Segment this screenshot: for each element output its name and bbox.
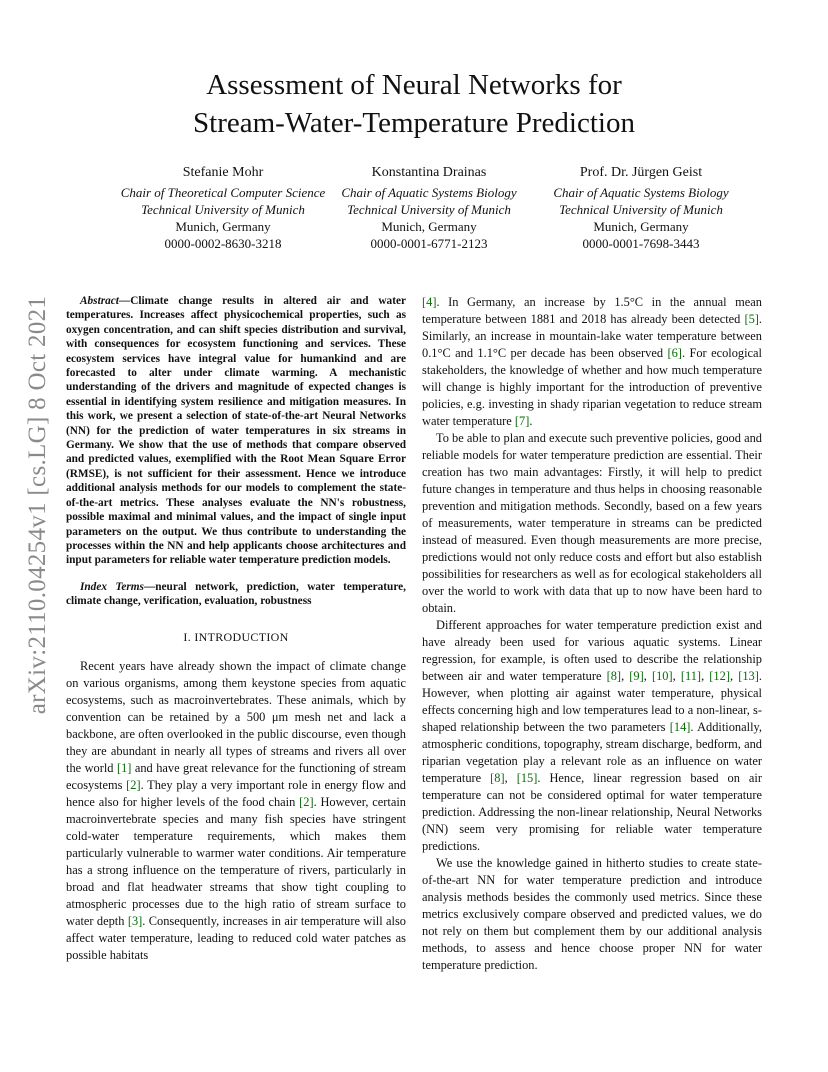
intro-paragraph: To be able to plan and execute such preventive policies, good and reliable models for water temperature prediction are essential. Their creation has two main advantages: Firstly, it will help to predict future changes in temperature and thus helps in choosing reasonable prevention and mitigation methods. Secondly, based on a few years of measurements, water temperature in streams can be predicted instead of measured. Even though measurements are more precise, predictions would not only reduce costs and effort but also establish possibilities for researchers as well as for ecological stakeholders all over the world to work with data that up to now have been hard to obtain. [422, 431, 762, 615]
arxiv-id: arXiv:2110.04254v1 [cs.LG] 8 Oct 2021 [24, 295, 51, 715]
author-name: Konstantina Drainas [371, 165, 487, 180]
author-affiliation: Chair of Aquatic Systems Biology [553, 185, 729, 200]
citation-link[interactable]: [7] [514, 414, 530, 428]
text-run: , [643, 669, 652, 683]
author-institution: Technical University of Munich [347, 202, 511, 217]
intro-paragraph: We use the knowledge gained in hitherto studies to create state-of-the-art NN for water temperature prediction and introduce analysis methods besides the commonly used metrics. Since these metrics exclusively compare observed and predicted values, we do not rely on them but complement them by our additional analysis methods, to assess and hence choose proper NN for water temperature prediction. [422, 856, 762, 972]
author-name: Stefanie Mohr [182, 165, 264, 180]
text-run: and have great relevance for the functioning of stream ecosystems [66, 760, 406, 792]
author-name: Prof. Dr. Jürgen Geist [579, 165, 703, 180]
author-location: Munich, Germany [381, 219, 477, 234]
abstract [66, 294, 406, 568]
citation-link[interactable]: [5] [744, 312, 759, 326]
text-run: , [504, 771, 517, 785]
index-terms-text: —neural network, prediction, water temperature, climate change, verification, evaluation, robustness [66, 580, 406, 608]
citation-link[interactable]: [10] [651, 669, 673, 683]
citation-link[interactable]: [6] [667, 346, 682, 360]
text-run: . Additionally, atmospheric conditions, topography, stream discharge, bedform, and riparian vegetation play a relevant role as an influence on water temperature [422, 720, 762, 785]
title-line: Assessment of Neural Networks for [206, 69, 622, 101]
citation-link[interactable]: [9] [629, 669, 644, 683]
section-heading: I. INTRODUCTION [183, 629, 289, 644]
author-block [314, 164, 544, 252]
left-column [66, 294, 406, 964]
text-run: . However, when plotting air against water temperature, physical effects concerning high and low temperatures lead to a non-linear, s-shaped relationship between the two parameters [422, 669, 762, 734]
author-orcid: 0000-0001-6771-2123 [370, 236, 488, 251]
abstract-text: —Climate change results in altered air and water temperatures. Increases affect physicochemical properties, such as oxygen concentration, and can shift species distribution and survival, with consequences for ecosystem functioning and services. These ecosystem services have integral value for humankind and are forecasted to alter under climate warming. A mechanistic understanding of the drivers and magnitude of expected changes is essential in identifying system resilience and mitigation measures. In this work, we present a selection of state-of-the-art Neural Networks (NN) for the prediction of water temperatures in six streams in Germany. We show that the use of methods that compare observed and predicted values, exemplified with the Root Mean Square Error (RMSE), is not sufficient for their assessment. Hence we introduce additional analysis methods for our models to complement the state-of-the-art metrics. These analyses evaluate the NN's robustness, possible maximal and minimal values, and the impact of single input parameters on the output. We thus contribute to understanding the processes within the NN and help applicants choose architectures and input parameters for reliable water temperature prediction models. [66, 295, 406, 567]
citation-link[interactable]: [2] [299, 794, 314, 809]
author-block [526, 164, 756, 252]
text-run: . Consequently, increases in air temperature will also affect water temperature, leading to reduced cold water patches as possible habitats [66, 913, 406, 962]
text-run: Recent years have already shown the impact of climate change on various organisms, among them keystone species from aquatic ecosystems, such as macroinvertebrates. These animals, which by convention can be retained by a 500 μm mesh net and lack a backbone, are often overlooked in the public discourse, even though they are abundant in nearly all types of streams and rivers all over the world [66, 658, 406, 775]
author-location: Munich, Germany [175, 219, 271, 234]
text-run: Different approaches for water temperature prediction exist and have already been used for various aquatic systems. Linear regression, for example, is often used to describe the relationship between air and water temperature [422, 618, 762, 683]
intro-paragraph [422, 617, 762, 855]
intro-paragraph [66, 658, 406, 964]
index-terms [66, 580, 406, 609]
author-block [108, 164, 338, 252]
citation-link[interactable]: [8] [490, 771, 505, 785]
author-institution: Technical University of Munich [141, 202, 305, 217]
title-line: Stream-Water-Temperature Prediction [193, 107, 635, 139]
citation-link[interactable]: [14] [669, 720, 691, 734]
author-affiliation: Chair of Theoretical Computer Science [120, 185, 326, 200]
right-column [422, 294, 762, 974]
index-terms-label: Index Terms [80, 580, 144, 593]
citation-link[interactable]: [3] [127, 913, 143, 928]
text-run: . Hence, linear regression based on air temperature can not be considered optimal for water temperature prediction. Addressing the non-linear relationship, Neural Networks (NN) seem very promising for reliable water temperature predictions. [422, 771, 762, 853]
author-affiliation: Chair of Aquatic Systems Biology [341, 185, 517, 200]
text-run: , [701, 669, 710, 683]
author-location: Munich, Germany [593, 219, 689, 234]
text-run: . However, certain macroinvertebrate species and many fish species have stringent cold-water temperature requirements, which makes them particularly vulnerable to warmer water conditions. Air temperature has a strong influence on the temperature of rivers, particularly in broad and flat headwater streams that show tight coupling to atmospheric processes due to the high ratio of stream surface to water depth [66, 794, 407, 928]
text-run: . For ecological stakeholders, the knowledge of whether and how much temperature will change is highly important for the introduction of preventive policies, e.g. investing in shady riparian vegetation to reduce stream water temperature [422, 346, 762, 428]
author-orcid: 0000-0002-8630-3218 [164, 236, 282, 251]
author-institution: Technical University of Munich [559, 202, 723, 217]
paper-title [80, 66, 748, 142]
text-run: . Similarly, an increase in mountain-lake water temperature between 0.1°C and 1.1°C per decade has been observed [422, 312, 762, 360]
text-run: , [729, 669, 739, 683]
citation-link[interactable]: [1] [116, 760, 132, 775]
citation-link[interactable]: [8] [606, 669, 622, 683]
citation-link[interactable]: [2] [126, 777, 141, 792]
citation-link[interactable]: [13] [738, 669, 759, 683]
text-run: , [621, 669, 630, 683]
citation-link[interactable]: [11] [680, 669, 702, 683]
citation-link[interactable]: [15] [516, 771, 538, 785]
arxiv-stamp [18, 295, 58, 715]
text-run: , [672, 669, 681, 683]
text-run: . In Germany, an increase by 1.5°C in the annual mean temperature between 1881 and 2018 has already been detected [422, 295, 762, 326]
intro-paragraph-continued [422, 294, 762, 430]
citation-link[interactable]: [12] [709, 669, 730, 683]
author-orcid: 0000-0001-7698-3443 [582, 236, 700, 251]
text-run: . They play a very important role in energy flow and hence also for higher levels of the food chain [66, 777, 406, 809]
abstract-label: Abstract [80, 295, 119, 307]
text-run: . [529, 414, 533, 428]
citation-link[interactable]: [4] [422, 295, 437, 309]
